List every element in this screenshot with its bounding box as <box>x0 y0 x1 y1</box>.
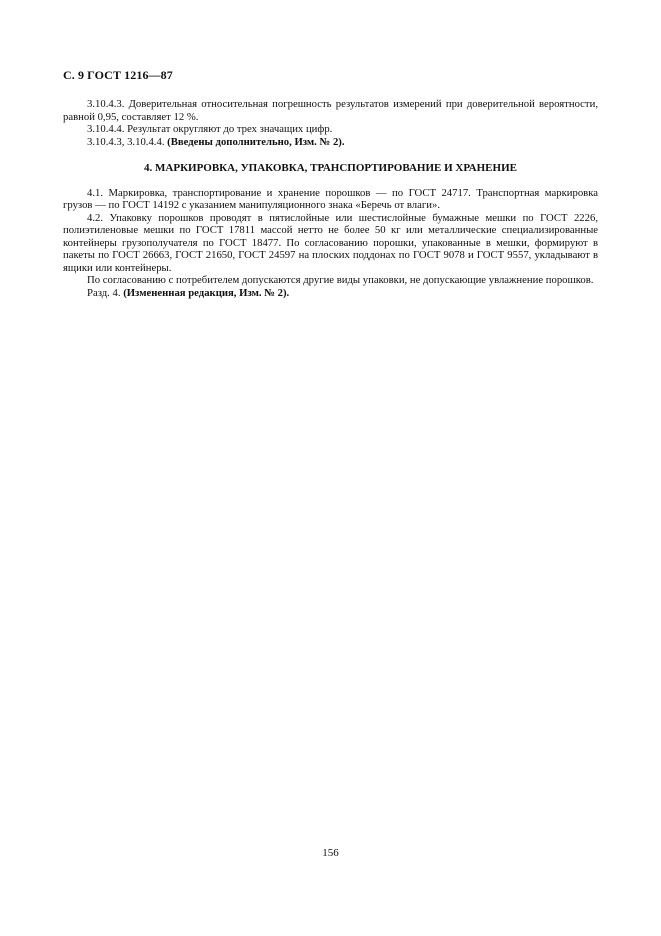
paragraph-text: 3.10.4.3. Доверительная относительная погрешность результатов измерений при доверительной вероятности, равной 0,95, составляет 12 %. <box>63 98 598 123</box>
paragraph-text: 4.1. Маркировка, транспортирование и хранение порошков — по ГОСТ 24717. Транспортная маркировка грузов — по ГОСТ 14192 с указанием манипуляционного знака «Беречь от влаги». <box>63 186 598 211</box>
page-header: С. 9 ГОСТ 1216—87 <box>63 68 173 82</box>
paragraph-text: По согласованию с потребителем допускаются другие виды упаковки, не допускающие увлажнение порошков. <box>87 274 594 286</box>
paragraph-agreement <box>63 274 598 287</box>
paragraph-section-amendment <box>63 287 598 300</box>
paragraph-text: 3.10.4.4. Результат округляют до трех значащих цифр. <box>87 123 333 135</box>
paragraph-text: 3.10.4.3, 3.10.4.4. <box>87 135 168 148</box>
paragraph-4-1 <box>63 187 598 212</box>
amendment-note: (Введены дополнительно, Изм. № 2). <box>167 135 345 148</box>
page-number: 156 <box>322 847 339 859</box>
amendment-note: (Измененная редакция, Изм. № 2). <box>123 286 290 299</box>
paragraph-amendment-note <box>63 136 598 149</box>
section-title: 4. МАРКИРОВКА, УПАКОВКА, ТРАНСПОРТИРОВАНИЕ И ХРАНЕНИЕ <box>144 162 517 174</box>
document-body <box>63 98 598 299</box>
paragraph-3-10-4-4 <box>63 123 598 136</box>
paragraph-4-2 <box>63 212 598 275</box>
paragraph-text: 4.2. Упаковку порошков проводят в пятислойные или шестислойные бумажные мешки по ГОСТ 2226, полиэтиленовые мешки по ГОСТ 17811 массой нетто не более 50 кг или металлические специализированные контейнеры грузополучателя по ГОСТ 18477. По согласованию порошки, упакованные в мешки, формируют в пакеты по ГОСТ 26663, ГОСТ 21650, ГОСТ 24597 на плоских поддонах по ГОСТ 9078 и ГОСТ 9557, укладывают в ящики или контейнеры. <box>63 211 598 274</box>
paragraph-text: Разд. 4. <box>87 286 124 299</box>
paragraph-3-10-4-3 <box>63 98 598 123</box>
